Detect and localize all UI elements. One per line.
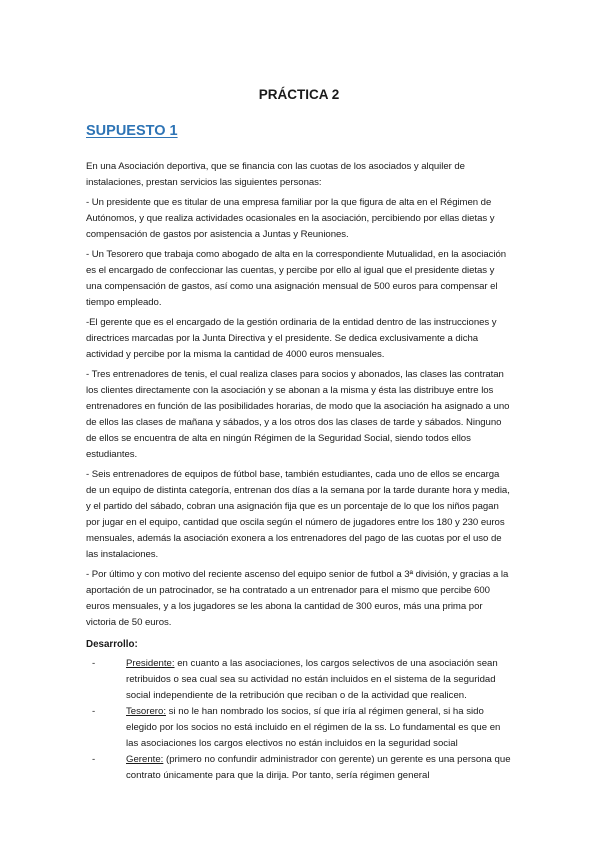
list-dash: - xyxy=(92,706,96,717)
term-presidente: Presidente: xyxy=(126,658,175,669)
paragraph-tenis: - Tres entrenadores de tenis, el cual realiza clases para socios y abonados, las clases las contratan los clientes directamente con la asociación y se abonan a la misma y ésta las distribuye entre los entrenadores en función de las posibilidades horarias, de modo que la asociación ha asignado a uno de ellos las clases de mañana y sábados, y a los otros dos las clases de tarde y sábados. Ninguno de ellos se encuentra de alta en ningún Régimen de la Seguridad Social, siendo todos ellos estudiantes. xyxy=(86,369,510,460)
item-text: en cuanto a las asociaciones, los cargos selectivos de una asociación sean retribuidos o sea cual sea su actividad no están incluidos en el sistema de la seguridad social independiente de la retribución que reciban o de la actividad que realicen. xyxy=(126,658,498,701)
paragraph-gerente: -El gerente que es el encargado de la gestión ordinaria de la entidad dentro de las instrucciones y directrices marcadas por la Junta Directiva y el presidente. Se dedica exclusivamente a dicha actividad y percibe por la misma la cantidad de 4000 euros mensuales. xyxy=(86,317,497,360)
list-item xyxy=(86,704,512,752)
list-item xyxy=(86,752,512,784)
desarrollo-list xyxy=(86,656,512,784)
term-gerente: Gerente: xyxy=(126,754,164,765)
list-dash: - xyxy=(92,658,96,669)
item-text: (primero no confundir administrador con gerente) un gerente es una persona que contrato únicamente para que la dirija. Por tanto, sería régimen general xyxy=(126,754,511,781)
item-text: si no le han nombrado los socios, sí que iría al régimen general, si ha sido elegido por los socios no está incluido en el régimen de la ss. Lo fundamental es que en las asociaciones los cargos electivos no están incluidos en la seguridad social xyxy=(126,706,501,749)
page-title: PRÁCTICA 2 xyxy=(258,87,340,102)
term-tesorero: Tesorero: xyxy=(126,706,166,717)
desarrollo-label: Desarrollo: xyxy=(86,639,138,650)
intro-paragraph: En una Asociación deportiva, que se financia con las cuotas de los asociados y alquiler de instalaciones, prestan servicios las siguientes personas: xyxy=(86,161,465,188)
section-heading: SUPUESTO 1 xyxy=(86,123,178,139)
paragraph-tesorero: - Un Tesorero que trabaja como abogado de alta en la correspondiente Mutualidad, en la asociación es el encargado de confeccionar las cuentas, y percibe por ello al igual que el presidente dietas y una compensación de gastos, así como una asignación mensual de 500 euros para compensar el tiempo empleado. xyxy=(86,249,507,308)
list-dash: - xyxy=(92,754,96,765)
paragraph-senior: - Por último y con motivo del reciente ascenso del equipo senior de futbol a 3ª división, y gracias a la aportación de un patrocinador, se ha contratado a un entrenador para el mismo que percibe 600 euros mensuales, y a los jugadores se les abona la cantidad de 300 euros, más una prima por victoria de 50 euros. xyxy=(86,569,509,628)
list-item xyxy=(86,656,512,704)
paragraph-futbol-base: - Seis entrenadores de equipos de fútbol base, también estudiantes, cada uno de ellos se encarga de un equipo de distinta categoría, entrenan dos días a la semana por la tarde durante hora y media, y el partido del sábado, cobran una asignación fija que es un porcentaje de lo que los niños pagan por jugar en el equipo, cantidad que oscila según el número de jugadores entre los 180 y 230 euros mensuales, además la asociación exonera a los entrenadores del pago de las cuotas por el uso de las instalaciones. xyxy=(86,469,510,560)
paragraph-presidente: - Un presidente que es titular de una empresa familiar por la que figura de alta en el Régimen de Autónomos, y que realiza actividades ocasionales en la asociación, percibiendo por ellas dietas y compensación de gastos por asistencia a Juntas y Reuniones. xyxy=(86,197,495,240)
